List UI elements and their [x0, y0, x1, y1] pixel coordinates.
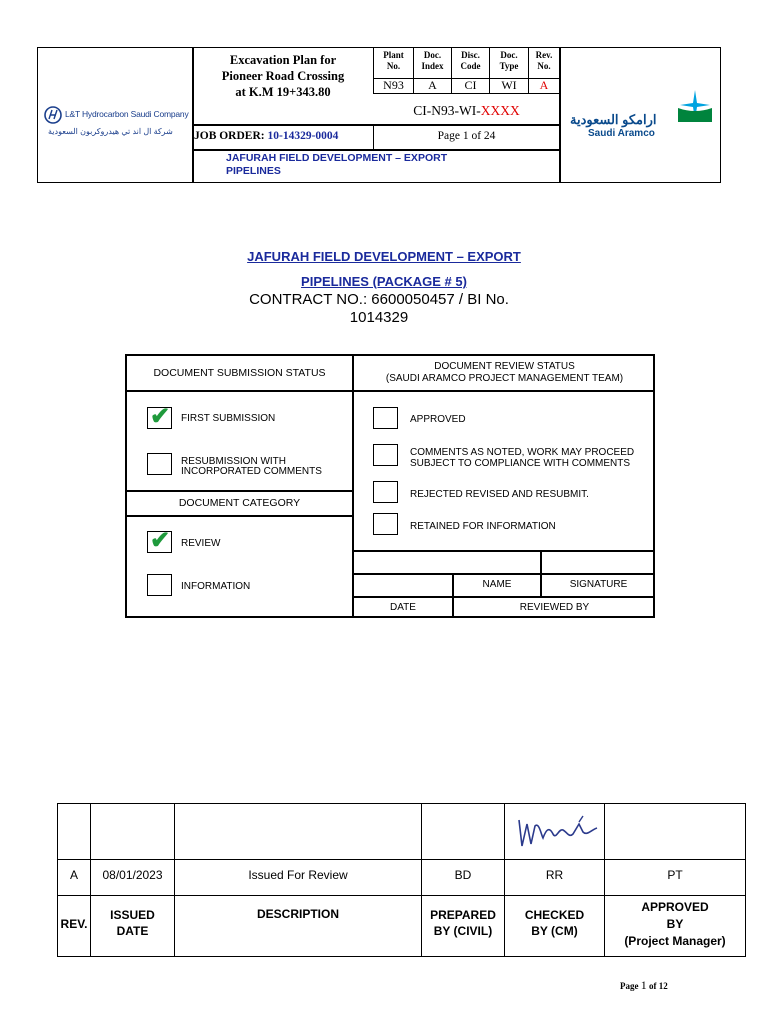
col-plant-value: N93: [383, 78, 404, 92]
contract-number: CONTRACT NO.: 6600050457 / BI No. 1014329: [249, 291, 509, 326]
document-number: CI-N93-WI-XXXX: [413, 103, 520, 118]
lt-emblem-icon: [44, 106, 62, 124]
signature-label: SIGNATURE: [569, 579, 628, 590]
company-name-en: L&T Hydrocarbon Saudi Company: [65, 109, 189, 119]
first-submission-label: FIRST SUBMISSION: [181, 413, 276, 424]
document-title: Excavation Plan for Pioneer Road Crossing at K.M 19+343.80: [221, 53, 345, 99]
saudi-aramco-logo: [566, 88, 716, 144]
rev-header: REV.: [60, 917, 88, 931]
rejected-checkbox[interactable]: [373, 481, 398, 503]
information-label: INFORMATION: [181, 581, 251, 592]
prepared-header: PREPARED BY (CIVIL): [430, 908, 496, 938]
status-box: [125, 354, 655, 618]
col-rev-label: Rev. No.: [535, 50, 553, 71]
retained-checkbox[interactable]: [373, 513, 398, 535]
review-status-header: DOCUMENT REVIEW STATUS (SAUDI ARAMCO PROJECT MANAGEMENT TEAM): [385, 361, 624, 384]
col-disc-value: CI: [464, 78, 477, 92]
approved-checkbox[interactable]: [373, 407, 398, 429]
date-label: DATE: [390, 602, 416, 613]
header-project-line: JAFURAH FIELD DEVELOPMENT – EXPORT PIPELINES: [226, 152, 448, 177]
col-type-value: WI: [501, 78, 517, 92]
checkmark-icon: ✔: [150, 403, 171, 430]
retained-label: RETAINED FOR INFORMATION: [410, 521, 556, 532]
resubmission-label: RESUBMISSION WITH INCORPORATED COMMENTS: [181, 456, 322, 477]
submission-status-header: DOCUMENT SUBMISSION STATUS: [153, 367, 326, 379]
checked-header: CHECKED BY (CM): [524, 908, 585, 938]
rev-value: A: [69, 868, 78, 882]
aramco-name-ar: ارامكو السعودية: [570, 112, 657, 127]
checked-value: RR: [545, 868, 564, 882]
document-header: [37, 47, 721, 183]
comments-noted-label: COMMENTS AS NOTED, WORK MAY PROCEED SUBJECT TO COMPLIANCE WITH COMMENTS: [410, 447, 635, 469]
issued-date-header: ISSUED DATE: [110, 908, 155, 938]
checkmark-icon: ✔: [150, 527, 171, 554]
approved-label: APPROVED: [410, 414, 466, 425]
col-rev-value: A: [539, 78, 549, 92]
header-page-number: Page 1 of 24: [437, 130, 496, 142]
footer-page-number: Page 1 of 12: [620, 978, 668, 992]
document-category-header: DOCUMENT CATEGORY: [178, 497, 301, 509]
description-header: DESCRIPTION: [256, 907, 339, 921]
col-index-label: Doc. Index: [421, 50, 444, 71]
first-submission-checkbox[interactable]: [147, 403, 172, 430]
issued-date-value: 08/01/2023: [102, 868, 163, 882]
description-value: Issued For Review: [248, 868, 348, 882]
comments-noted-checkbox[interactable]: [373, 444, 398, 466]
resubmission-checkbox[interactable]: [147, 453, 172, 475]
prepared-value: BD: [454, 868, 472, 882]
signature-image: [513, 812, 603, 852]
job-order: JOB ORDER: 10-14329-0004: [194, 130, 339, 142]
col-index-value: A: [428, 78, 437, 92]
lt-logo: [42, 106, 188, 142]
col-disc-label: Disc. Code: [460, 50, 481, 71]
rejected-label: REJECTED REVISED AND RESUBMIT.: [410, 489, 589, 500]
project-title: JAFURAH FIELD DEVELOPMENT – EXPORT PIPELINES (PACKAGE # 5): [247, 249, 521, 289]
aramco-name-en: Saudi Aramco: [588, 128, 655, 139]
revision-table: [57, 803, 746, 957]
review-label: REVIEW: [181, 538, 221, 549]
review-checkbox[interactable]: [147, 527, 172, 554]
aramco-star-icon: [678, 88, 712, 122]
col-plant-label: Plant No.: [383, 50, 404, 71]
col-type-label: Doc. Type: [499, 50, 519, 71]
approved-header: APPROVED BY (Project Manager): [624, 900, 726, 948]
reviewed-by-label: REVIEWED BY: [519, 602, 590, 613]
approved-value: PT: [667, 868, 683, 882]
name-label: NAME: [482, 579, 512, 590]
company-name-ar: شركة ال اند تي هيدروكربون السعودية: [48, 127, 173, 136]
information-checkbox[interactable]: [147, 574, 172, 596]
